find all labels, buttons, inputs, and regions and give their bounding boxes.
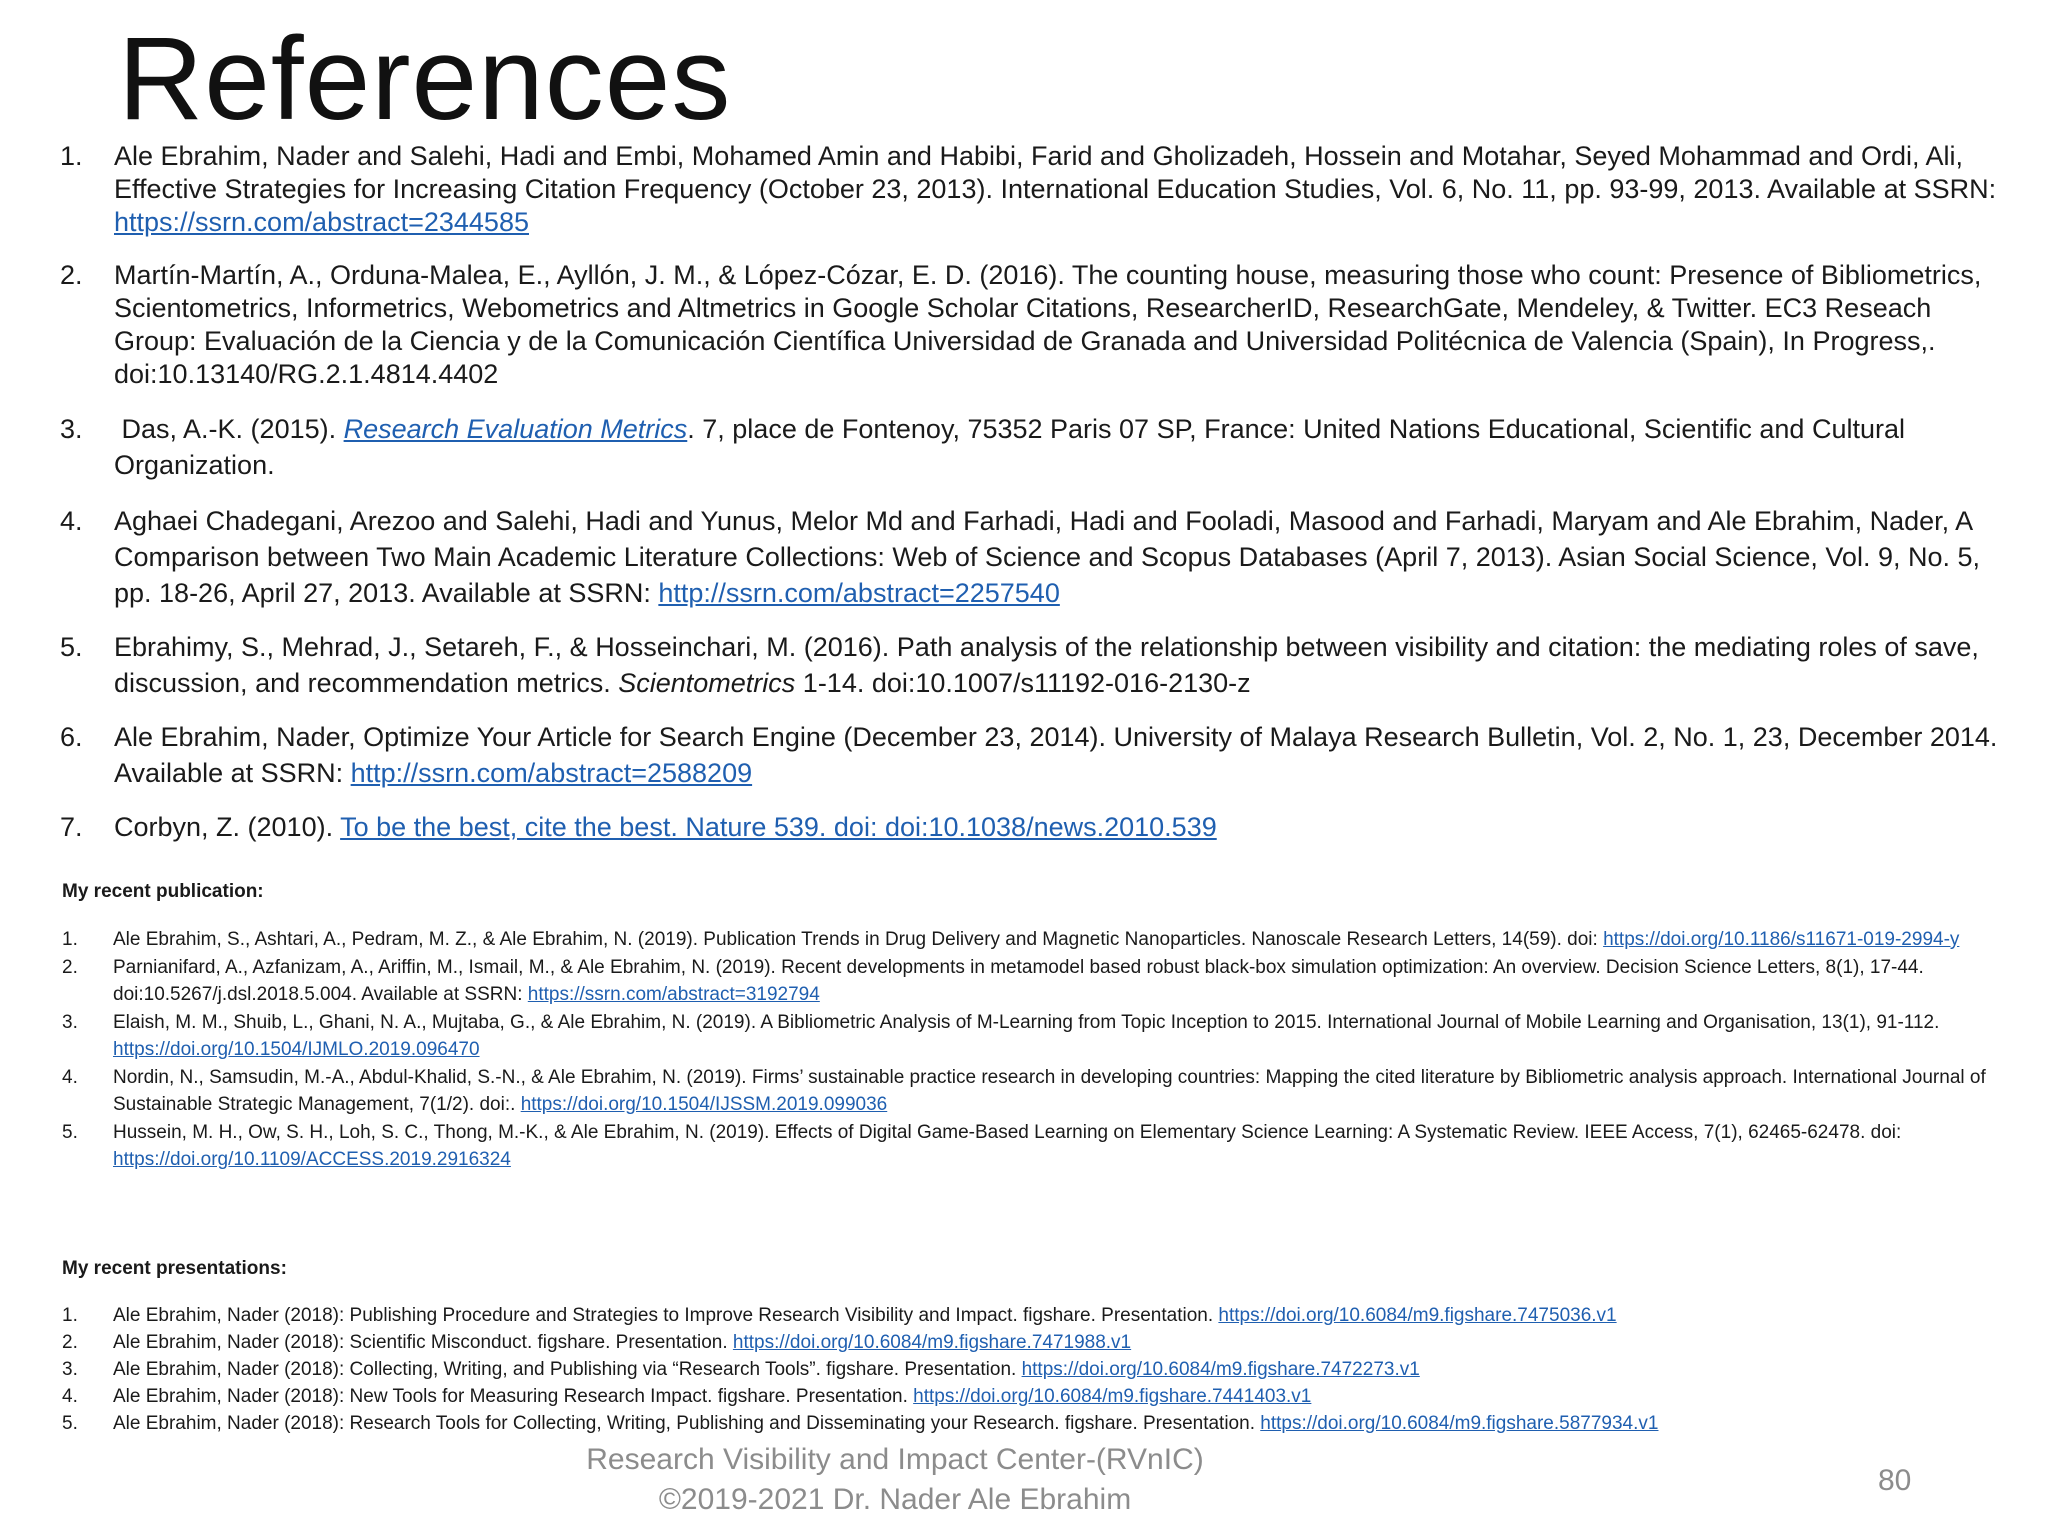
publication-link[interactable]: https://doi.org/10.1504/IJSSM.2019.099036 <box>520 1094 888 1115</box>
presentation-link[interactable]: https://doi.org/10.6084/m9.figshare.7472273.v1 <box>1021 1359 1420 1380</box>
presentation-item <box>62 1302 2007 1329</box>
reference-link[interactable]: To be the best, cite the best. Nature 539. doi: doi:10.1038/news.2010.539 <box>340 812 1217 842</box>
reference-link[interactable]: https://ssrn.com/abstract=2344585 <box>114 207 529 237</box>
reference-number: 2. <box>60 260 83 290</box>
reference-link[interactable]: http://ssrn.com/abstract=2588209 <box>350 758 753 788</box>
publication-number: 5. <box>62 1121 78 1143</box>
publication-link[interactable]: https://doi.org/10.1504/IJMLO.2019.096470 <box>113 1039 480 1060</box>
presentation-item <box>62 1356 2007 1383</box>
reference-link[interactable]: http://ssrn.com/abstract=2257540 <box>658 578 1060 608</box>
presentation-number: 1. <box>62 1305 78 1326</box>
reference-item <box>60 629 2005 701</box>
references-list <box>60 140 2005 845</box>
reference-item <box>60 809 2005 845</box>
reference-text: 1-14. doi:10.1007/s11192-016-2130-z <box>795 668 1251 698</box>
publication-item <box>62 1064 2007 1119</box>
presentations-list <box>62 1302 2007 1437</box>
presentation-item <box>62 1410 2007 1437</box>
presentation-link[interactable]: https://doi.org/10.6084/m9.figshare.7475036.v1 <box>1218 1305 1617 1326</box>
publication-number: 2. <box>62 956 78 978</box>
reference-number: 7. <box>60 812 83 842</box>
reference-text: Aghaei Chadegani, Arezoo and Salehi, Hadi and Yunus, Melor Md and Farhadi, Hadi and Fooladi, Masood and Farhadi, Maryam and Ale Ebrahim, Nader, A Comparison between Two Main Academic Literature Collections: Web of Science and Scopus Databases (April 7, 2013). Asian Social Science, Vol. 9, No. 5, pp. 18-26, April 27, 2013. Available at SSRN: <box>114 506 1981 608</box>
reference-text: Das, A.-K. (2015). <box>114 414 344 444</box>
publication-item <box>62 926 2007 954</box>
presentations-heading: My recent presentations: <box>62 1258 287 1279</box>
presentation-text: Ale Ebrahim, Nader (2018): New Tools for Measuring Research Impact. figshare. Presentation. <box>113 1386 914 1407</box>
publication-link[interactable]: https://doi.org/10.1109/ACCESS.2019.2916324 <box>113 1149 511 1170</box>
reference-text: . 7, place de Fontenoy, 75352 Paris 07 SP, France: United Nations Educational, Scientific and Cultural Organization. <box>114 414 1905 480</box>
publication-number: 4. <box>62 1066 78 1088</box>
reference-text: Corbyn, Z. (2010). <box>114 812 341 842</box>
reference-number: 3. <box>60 414 83 444</box>
presentation-item <box>62 1329 2007 1356</box>
presentation-link[interactable]: https://doi.org/10.6084/m9.figshare.5877934.v1 <box>1260 1413 1659 1434</box>
publication-item <box>62 1009 2007 1064</box>
presentation-number: 4. <box>62 1386 78 1407</box>
publication-text: Hussein, M. H., Ow, S. H., Loh, S. C., Thong, M.-K., & Ale Ebrahim, N. (2019). Effects of Digital Game-Based Learning on Elementary Science Learning: A Systematic Review. IEEE Access, 7(1), 62465-62478. doi: <box>113 1121 1902 1143</box>
reference-number: 4. <box>60 506 83 536</box>
publications-list <box>62 926 2007 1174</box>
reference-item <box>60 140 2005 239</box>
page-number: 80 <box>1878 1464 1912 1497</box>
publication-link[interactable]: https://doi.org/10.1186/s11671-019-2994-y <box>1603 929 1960 950</box>
presentation-text: Ale Ebrahim, Nader (2018): Publishing Procedure and Strategies to Improve Research Visibility and Impact. figshare. Presentation. <box>113 1305 1219 1326</box>
footer-center-name: Research Visibility and Impact Center-(RVnIC) <box>586 1443 1204 1476</box>
presentation-number: 3. <box>62 1359 78 1380</box>
reference-number: 5. <box>60 632 83 662</box>
presentation-number: 2. <box>62 1332 78 1353</box>
reference-item <box>60 719 2005 791</box>
presentation-text: Ale Ebrahim, Nader (2018): Research Tools for Collecting, Writing, Publishing and Disseminating your Research. figshare. Presentation. <box>113 1413 1261 1434</box>
publication-text: Parnianifard, A., Azfanizam, A., Ariffin, M., Ismail, M., & Ale Ebrahim, N. (2019). Recent developments in metamodel based robust black-box simulation optimization: An overview. Decision Science Letters, 8(1), 17-44. doi:10.5267/j.dsl.2018.5.004. Available at SSRN: <box>113 956 1924 1005</box>
presentation-link[interactable]: https://doi.org/10.6084/m9.figshare.7441403.v1 <box>913 1386 1312 1407</box>
publication-item <box>62 954 2007 1009</box>
reference-item <box>60 259 2005 391</box>
reference-text: Ebrahimy, S., Mehrad, J., Setareh, F., & Hosseinchari, M. (2016). Path analysis of the relationship between visibility and citation: the mediating roles of save, discussion, and recommendation metrics. <box>114 632 1979 698</box>
presentation-text: Ale Ebrahim, Nader (2018): Scientific Misconduct. figshare. Presentation. <box>113 1332 733 1353</box>
publication-number: 1. <box>62 929 78 950</box>
publications-heading: My recent publication: <box>62 881 264 902</box>
publication-item <box>62 1119 2007 1174</box>
publication-number: 3. <box>62 1011 78 1033</box>
presentation-text: Ale Ebrahim, Nader (2018): Collecting, Writing, and Publishing via “Research Tools”. figshare. Presentation. <box>113 1359 1022 1380</box>
journal-name: Scientometrics <box>618 668 796 698</box>
reference-item <box>60 503 2005 611</box>
publication-text: Ale Ebrahim, S., Ashtari, A., Pedram, M. Z., & Ale Ebrahim, N. (2019). Publication Trends in Drug Delivery and Magnetic Nanoparticles. Nanoscale Research Letters, 14(59). doi: <box>113 929 1604 950</box>
reference-item <box>60 411 2005 483</box>
presentation-number: 5. <box>62 1413 78 1434</box>
reference-text: Ale Ebrahim, Nader and Salehi, Hadi and Embi, Mohamed Amin and Habibi, Farid and Gholizadeh, Hossein and Motahar, Seyed Mohammad and Ordi, Ali, Effective Strategies for Increasing Citation Frequency (October 23, 2013). International Education Studies, Vol. 6, No. 11, pp. 93-99, 2013. Available at SSRN: <box>114 141 1997 204</box>
reference-link[interactable]: Research Evaluation Metrics <box>343 414 688 444</box>
reference-text: Ale Ebrahim, Nader, Optimize Your Article for Search Engine (December 23, 2014). University of Malaya Research Bulletin, Vol. 2, No. 1, 23, December 2014. Available at SSRN: <box>114 722 1998 788</box>
publication-link[interactable]: https://ssrn.com/abstract=3192794 <box>527 984 820 1005</box>
publication-text: Nordin, N., Samsudin, M.-A., Abdul-Khalid, S.-N., & Ale Ebrahim, N. (2019). Firms’ sustainable practice research in developing countries: Mapping the cited literature by Bibliometric analysis approach. International Journal of Sustainable Strategic Management, 7(1/2). doi:. <box>113 1066 1986 1115</box>
page-title: References <box>118 13 732 145</box>
publication-text: Elaish, M. M., Shuib, L., Ghani, N. A., Mujtaba, G., & Ale Ebrahim, N. (2019). A Bibliometric Analysis of M-Learning from Topic Inception to 2015. International Journal of Mobile Learning and Organisation, 13(1), 91-112. <box>113 1011 1940 1033</box>
reference-number: 6. <box>60 722 83 752</box>
presentation-link[interactable]: https://doi.org/10.6084/m9.figshare.7471988.v1 <box>732 1332 1132 1353</box>
reference-number: 1. <box>60 141 83 171</box>
reference-text: Martín-Martín, A., Orduna-Malea, E., Ayllón, J. M., & López-Cózar, E. D. (2016). The counting house, measuring those who count: Presence of Bibliometrics, Scientometrics, Informetrics, Webometrics and Altmetrics in Google Scholar Citations, ResearcherID, ResearchGate, Mendeley, & Twitter. EC3 Reseach Group: Evaluación de la Ciencia y de la Comunicación Científica Universidad de Granada and Universidad Politécnica de Valencia (Spain), In Progress,. doi:10.13140/RG.2.1.4814.4402 <box>114 260 1982 389</box>
footer-copyright: ©2019-2021 Dr. Nader Ale Ebrahim <box>658 1483 1132 1516</box>
presentation-item <box>62 1383 2007 1410</box>
footer <box>560 1440 1230 1520</box>
